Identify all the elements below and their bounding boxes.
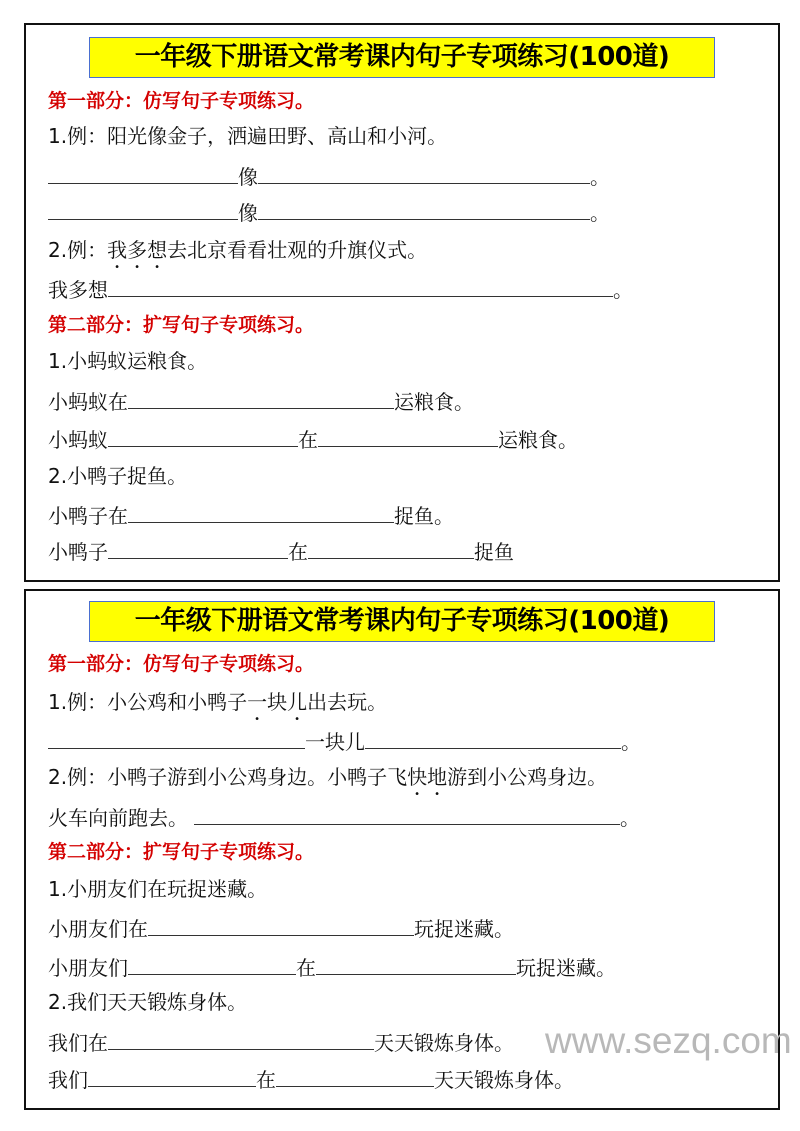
blank[interactable]: [88, 1066, 256, 1087]
text: 。: [621, 730, 641, 754]
question-3: 1.小蚂蚁运粮食。: [48, 349, 208, 373]
question-4: 2.我们天天锻炼身体。: [48, 990, 248, 1014]
answer-line: [48, 804, 640, 828]
answer-line: [48, 426, 578, 450]
text: 捉鱼: [474, 540, 514, 564]
blank[interactable]: [316, 954, 516, 975]
answer-line: [48, 163, 610, 187]
answer-line: [48, 1066, 574, 1090]
worksheet-title-1: 一年级下册语文常考课内句子专项练习(100道): [89, 37, 715, 78]
question-3: 1.小朋友们在玩捉迷藏。: [48, 877, 268, 901]
blank[interactable]: [108, 276, 613, 297]
text: 一块儿: [305, 730, 365, 754]
text: 像: [238, 165, 258, 189]
worksheet-title-2: 一年级下册语文常考课内句子专项练习(100道): [89, 601, 715, 642]
blank[interactable]: [108, 1029, 374, 1050]
blank[interactable]: [194, 804, 620, 825]
text: 我多想: [48, 278, 108, 302]
answer-line: [48, 199, 610, 223]
blank[interactable]: [308, 538, 474, 559]
text: 运粮食。: [394, 390, 474, 414]
text: 2.例：小鸭子游到小公鸡身边。小鸭子飞: [48, 765, 408, 789]
text: 捉鱼。: [394, 504, 454, 528]
question-1-example: 1.例：阳光像金子，洒遍田野、高山和小河。: [48, 124, 448, 148]
text: 出去玩。: [307, 690, 388, 714]
question-1-example: [48, 690, 387, 714]
text: 小鸭子: [48, 540, 108, 564]
question-2-example: [48, 238, 427, 262]
blank[interactable]: [258, 163, 590, 184]
text: 。: [613, 278, 633, 302]
blank[interactable]: [128, 388, 394, 409]
blank[interactable]: [128, 954, 296, 975]
blank[interactable]: [365, 728, 621, 749]
answer-line: [48, 915, 514, 939]
emphasized-text: 地: [427, 765, 448, 789]
text: 。: [590, 201, 610, 225]
text: 在: [288, 540, 308, 564]
text: 小鸭子在: [48, 504, 128, 528]
text: 天天锻炼身体。: [434, 1068, 574, 1092]
text: 像: [238, 201, 258, 225]
text: 我们: [48, 1068, 88, 1092]
emphasized-text: 一: [247, 690, 268, 714]
question-4: 2.小鸭子捉鱼。: [48, 464, 188, 488]
text: 去北京看看壮观的升旗仪式。: [167, 238, 428, 262]
blank[interactable]: [108, 426, 298, 447]
text: 我们在: [48, 1031, 108, 1055]
section-heading-imitate: 第一部分：仿写句子专项练习。: [48, 90, 315, 112]
text: 2.例：: [48, 238, 108, 262]
emphasized-text: 快: [407, 765, 428, 789]
blank[interactable]: [148, 915, 414, 936]
text: 小蚂蚁在: [48, 390, 128, 414]
watermark: www.sezq.com: [545, 1020, 792, 1061]
text: 玩捉迷藏。: [414, 917, 514, 941]
text: 在: [296, 956, 316, 980]
blank[interactable]: [258, 199, 590, 220]
answer-line: [48, 502, 454, 526]
emphasized-text: 儿: [287, 690, 308, 714]
text: 。: [620, 806, 640, 830]
blank[interactable]: [48, 728, 305, 749]
text: 块: [267, 690, 288, 714]
emphasized-text: 我多想: [107, 238, 168, 262]
text: 在: [256, 1068, 276, 1092]
blank[interactable]: [276, 1066, 434, 1087]
text: 小朋友们: [48, 956, 128, 980]
blank[interactable]: [48, 199, 238, 220]
text: 游到小公鸡身边。: [447, 765, 608, 789]
text: 小蚂蚁: [48, 428, 108, 452]
text: 火车向前跑去。: [48, 806, 188, 830]
text: 。: [590, 165, 610, 189]
text: 在: [298, 428, 318, 452]
answer-line: [48, 728, 641, 752]
text: 1.例：小公鸡和小鸭子: [48, 690, 248, 714]
answer-line: [48, 1029, 514, 1053]
question-2-example: [48, 765, 607, 789]
text: 运粮食。: [498, 428, 578, 452]
answer-line: [48, 954, 616, 978]
answer-line: [48, 276, 633, 300]
answer-line: [48, 388, 474, 412]
text: 天天锻炼身体。: [374, 1031, 514, 1055]
text: 玩捉迷藏。: [516, 956, 616, 980]
answer-line: [48, 538, 514, 562]
section-heading-imitate: 第一部分：仿写句子专项练习。: [48, 653, 315, 675]
blank[interactable]: [318, 426, 498, 447]
section-heading-expand: 第二部分：扩写句子专项练习。: [48, 314, 315, 336]
blank[interactable]: [108, 538, 288, 559]
blank[interactable]: [128, 502, 394, 523]
blank[interactable]: [48, 163, 238, 184]
text: 小朋友们在: [48, 917, 148, 941]
section-heading-expand: 第二部分：扩写句子专项练习。: [48, 841, 315, 863]
